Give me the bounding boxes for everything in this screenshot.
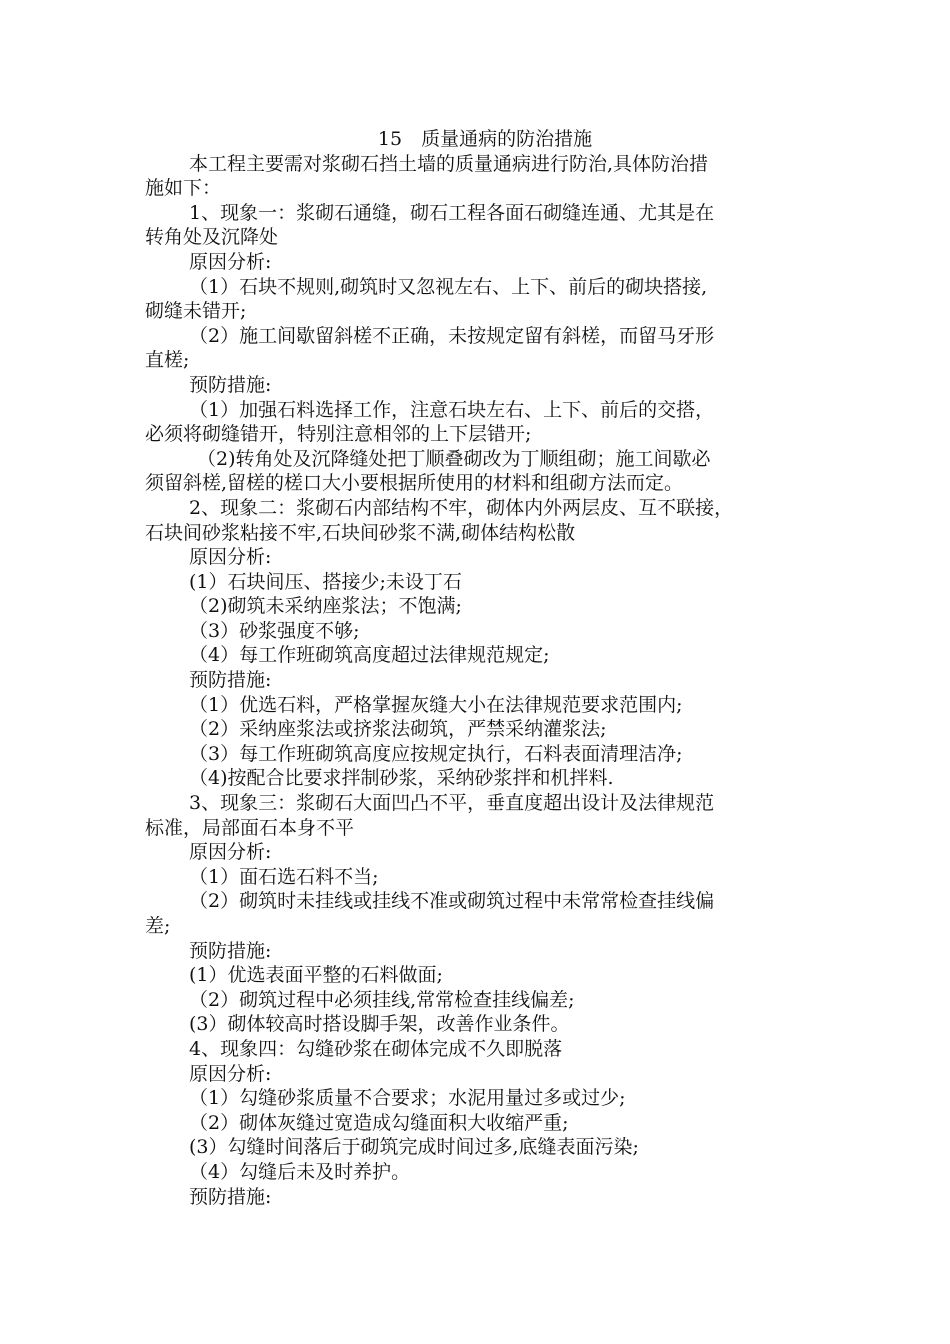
text-line: 预防措施: xyxy=(189,939,272,962)
text-line: 必须将砌缝错开，特别注意相邻的上下层错开; xyxy=(145,423,532,446)
text-line: (3）勾缝时间落后于砌筑完成时间过多,底缝表面污染; xyxy=(189,1136,639,1159)
text-line: 本工程主要需对浆砌石挡土墙的质量通病进行防治,具体防治措 xyxy=(189,152,709,175)
text-line: （4）每工作班砌筑高度超过法律规范规定; xyxy=(189,644,550,667)
text-line: （1）优选石料，严格掌握灰缝大小在法律规范要求范围内; xyxy=(189,693,683,716)
text-line: 预防措施: xyxy=(189,373,272,396)
text-line: （1）勾缝砂浆质量不合要求；水泥用量过多或过少; xyxy=(189,1087,626,1110)
text-line: 标准，局部面石本身不平 xyxy=(145,816,355,839)
text-line: 原因分析: xyxy=(189,1062,272,1085)
text-line: 须留斜槎,留槎的槎口大小要根据所使用的材料和组砌方法而定。 xyxy=(145,472,684,495)
text-line: （1）面石选石料不当; xyxy=(189,865,379,888)
text-line: (1）石块间压、搭接少;未设丁石 xyxy=(189,570,462,593)
text-line: （2）砌筑时未挂线或挂线不准或砌筑过程中未常常检查挂线偏 xyxy=(189,890,715,913)
text-line: 原因分析: xyxy=(189,546,272,569)
text-line: （2)砌筑未采纳座浆法；不饱满; xyxy=(189,595,462,618)
text-line: （2）采纳座浆法或挤浆法砌筑，严禁采纳灌浆法; xyxy=(189,718,607,741)
text-line: 4、现象四：勾缝砂浆在砌体完成不久即脱落 xyxy=(189,1037,563,1060)
text-line: （4)按配合比要求拌制砂浆，采纳砂浆拌和机拌料. xyxy=(189,767,614,790)
text-line: 施如下： xyxy=(145,177,222,200)
text-line: （2）砌筑过程中必须挂线,常常检查挂线偏差; xyxy=(189,988,575,1011)
text-line: 石块间砂浆粘接不牢,石块间砂浆不满,砌体结构松散 xyxy=(145,521,576,544)
text-line: 直槎; xyxy=(145,349,190,372)
text-line: 预防措施: xyxy=(189,669,272,692)
text-line: （4）勾缝后未及时养护。 xyxy=(189,1160,411,1183)
text-line: 2、现象二：浆砌石内部结构不牢，砌体内外两层皮、互不联接， xyxy=(189,496,734,519)
text-line: （1）石块不规则,砌筑时又忽视左右、上下、前后的砌块搭接, xyxy=(189,275,708,298)
text-line: 砌缝未错开; xyxy=(145,300,247,323)
text-line: 转角处及沉降处 xyxy=(145,226,279,249)
text-line: 1、现象一：浆砌石通缝，砌石工程各面石砌缝连通、尤其是在 xyxy=(189,201,715,224)
text-line: （3）每工作班砌筑高度应按规定执行，石料表面清理洁净; xyxy=(189,742,683,765)
text-line: （2）施工间歇留斜槎不正确，未按规定留有斜槎，而留马牙形 xyxy=(189,324,715,347)
text-line: （2)转角处及沉降缝处把丁顺叠砌改为丁顺组砌；施工间歇必 xyxy=(197,447,711,470)
text-line: 3、现象三：浆砌石大面凹凸不平，垂直度超出设计及法律规范 xyxy=(189,792,715,815)
text-line: 差; xyxy=(145,915,171,937)
text-line: （1）加强石料选择工作，注意石块左右、上下、前后的交搭， xyxy=(189,398,715,421)
section-title: 15 质量通病的防治措施 xyxy=(377,128,593,150)
text-line: （3）砂浆强度不够; xyxy=(189,619,360,642)
text-line: (1）优选表面平整的石料做面; xyxy=(189,964,443,987)
text-line: 原因分析: xyxy=(189,841,272,864)
text-line: 原因分析: xyxy=(189,250,272,273)
text-line: 预防措施: xyxy=(189,1185,272,1208)
text-line: (3）砌体较高时搭设脚手架，改善作业条件。 xyxy=(189,1013,570,1036)
document-body xyxy=(145,127,815,1209)
text-line: （2）砌体灰缝过宽造成勾缝面积大收缩严重; xyxy=(189,1111,569,1134)
paragraph-lines xyxy=(145,152,815,1210)
